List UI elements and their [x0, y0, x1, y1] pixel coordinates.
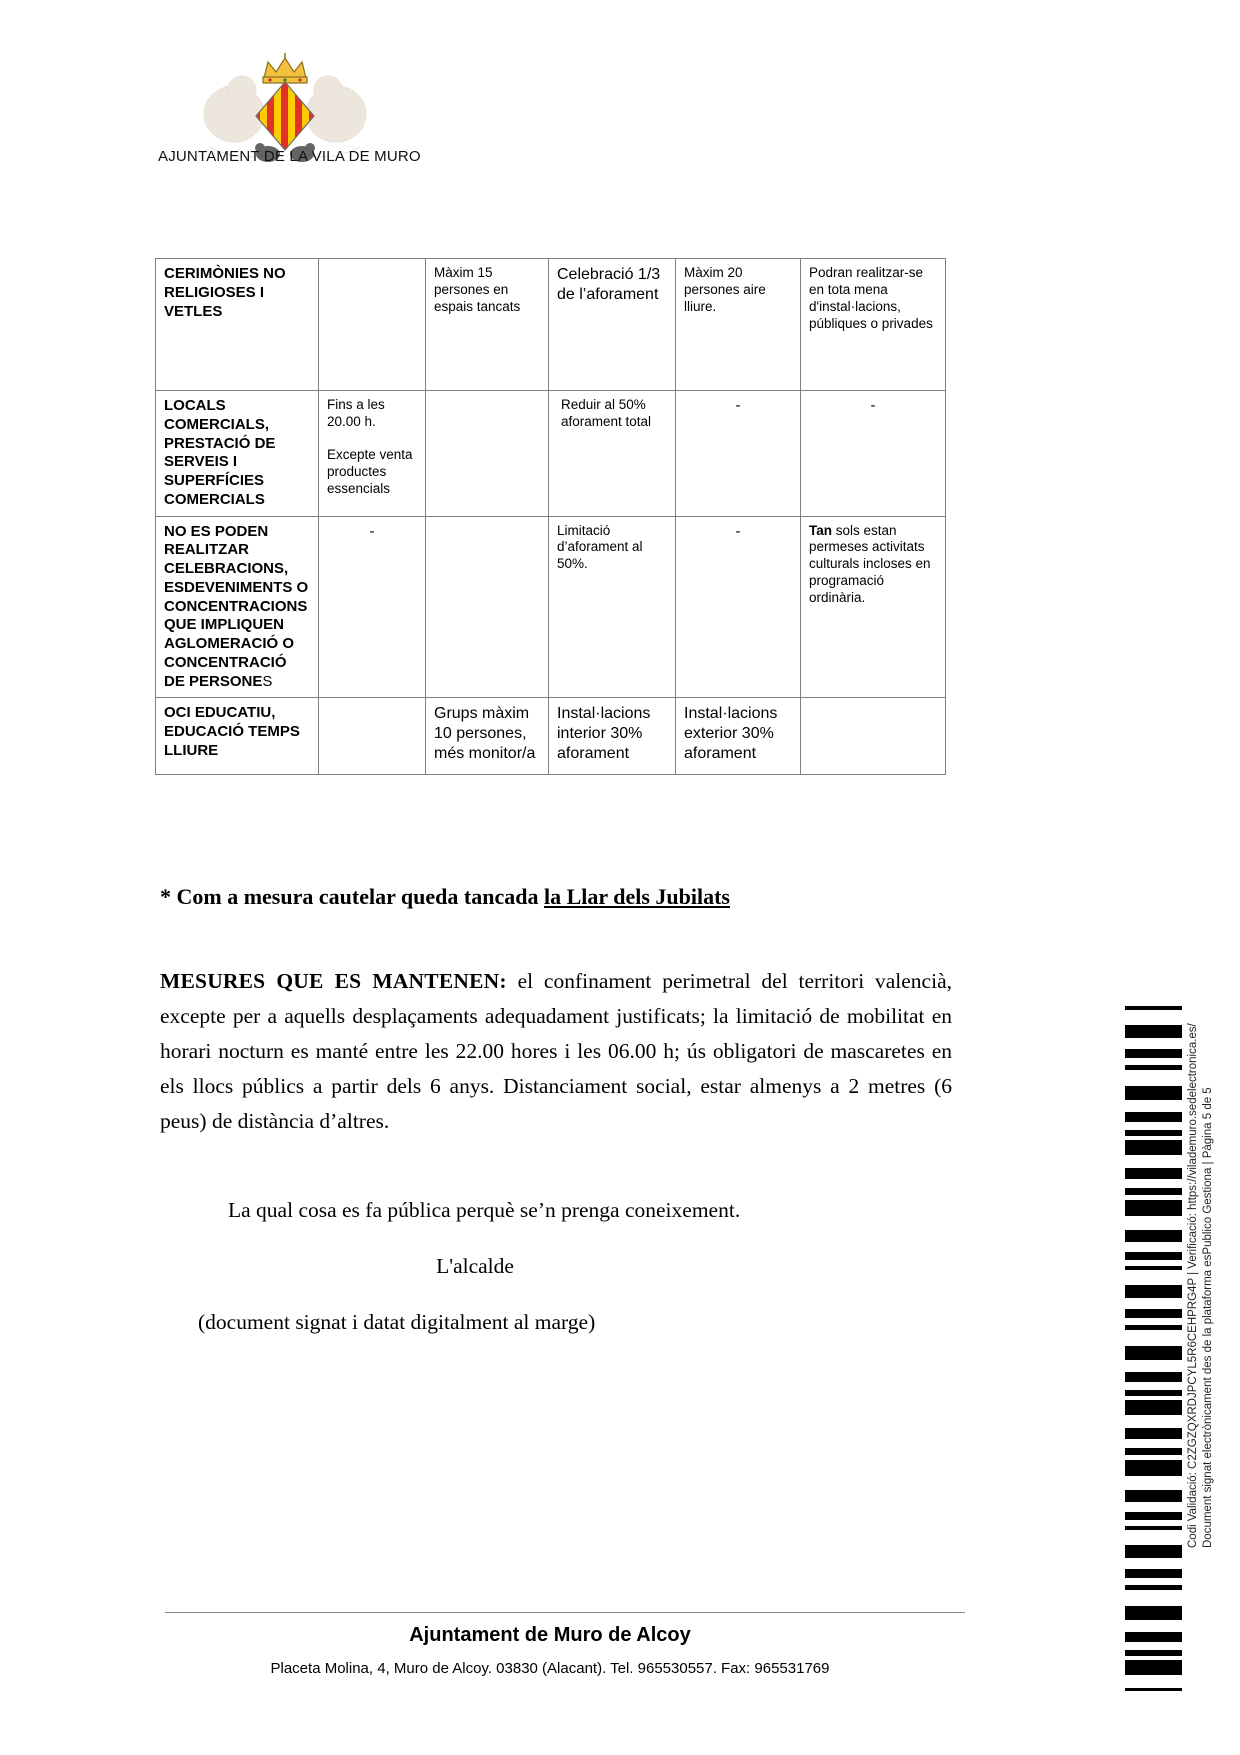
table-row	[156, 259, 946, 391]
table-cell	[426, 516, 549, 698]
crown-icon	[263, 53, 307, 83]
table-cell: Celebració 1/3 de l’aforament	[549, 259, 676, 391]
table-row	[156, 391, 946, 517]
signature-platform-line: Document signat electrònicament des de la plataforma esPublico Gestiona | Pàgina 5 de 5	[1202, 1087, 1214, 1548]
table-cell	[319, 391, 426, 517]
table-cell: Grups màxim 10 persones, més monitor/a	[426, 698, 549, 775]
signature-note: (document signat i datat digitalment al marge)	[198, 1310, 596, 1334]
signer-title: L'alcalde	[436, 1254, 514, 1278]
row-label: OCI EDUCATIU, EDUCACIÓ TEMPS LLIURE	[156, 698, 319, 775]
table-row	[156, 516, 946, 698]
footer-address: Placeta Molina, 4, Muro de Alcoy. 03830 (Alacant). Tel. 965530557. Fax: 965531769	[270, 1660, 830, 1677]
cautionary-note: * Com a mesura cautelar queda tancada la Llar dels Jubilats	[160, 884, 730, 909]
table-cell	[801, 698, 946, 775]
row-label: CERIMÒNIES NO RELIGIOSES I VETLES	[156, 259, 319, 391]
cell-line: Fins a les 20.00 h.	[327, 397, 385, 429]
org-caption: AJUNTAMENT DE LA VILA DE MURO	[158, 148, 421, 165]
table-cell	[319, 259, 426, 391]
table-cell: Instal·lacions interior 30% aforament	[549, 698, 676, 775]
table-cell: Instal·lacions exterior 30% aforament	[676, 698, 801, 775]
table-cell: -	[801, 391, 946, 517]
table-cell	[426, 391, 549, 517]
barcode	[1125, 1006, 1182, 1691]
table-cell: Tan sols estan permeses activitats culturals incloses en programació ordinària.	[801, 516, 946, 698]
table-cell: Reduir al 50% aforament total	[549, 391, 676, 517]
table-cell: Limitació d’aforament al 50%.	[549, 516, 676, 698]
table-cell: Màxim 15 persones en espais tancats	[426, 259, 549, 391]
table-cell: -	[676, 391, 801, 517]
public-notice-line: La qual cosa es fa pública perquè se’n prenga coneixement.	[228, 1198, 741, 1222]
validation-sidebar	[1186, 1003, 1216, 1548]
validation-code-line: Codi Validació: C2ZGZQXRDJPCYL5R6CEHPRG4P | Verificació: https://vilademuro.sedelectronica.es/	[1187, 1023, 1199, 1548]
row-label: NO ES PODEN REALITZAR CELEBRACIONS, ESDEVENIMENTS O CONCENTRACIONS QUE IMPLIQUEN AGLOMERACIÓ O CONCENTRACIÓ DE PERSONES	[156, 516, 319, 698]
table-cell: Màxim 20 persones aire lliure.	[676, 259, 801, 391]
table-row	[156, 698, 946, 775]
underlined-text: la Llar dels Jubilats	[543, 884, 730, 909]
table-cell: -	[676, 516, 801, 698]
cell-line: Excepte venta productes essencials	[327, 446, 413, 496]
measures-paragraph: MESURES QUE ES MANTENEN: el confinament perimetral del territori valencià, excepte per a aquells desplaçaments adequadament justificats; la limitació de mobilitat en horari nocturn es manté entre les 22.00 hores i les 06.00 h; ús obligatori de mascaretes en els llocs públics a partir dels 6 anys. Distanciament social, estar almenys a 2 metres (6 peus) de distància d’altres.	[160, 969, 952, 1133]
footer-divider	[165, 1612, 965, 1613]
restrictions-table	[155, 258, 946, 775]
row-label: LOCALS COMERCIALS, PRESTACIÓ DE SERVEIS I SUPERFÍCIES COMERCIALS	[156, 391, 319, 517]
table-cell: Podran realitzar-se en tota mena d'instal·lacions, públiques o privades	[801, 259, 946, 391]
table-cell: -	[319, 516, 426, 698]
table-cell	[319, 698, 426, 775]
footer-org-name: Ajuntament de Muro de Alcoy	[409, 1624, 691, 1646]
